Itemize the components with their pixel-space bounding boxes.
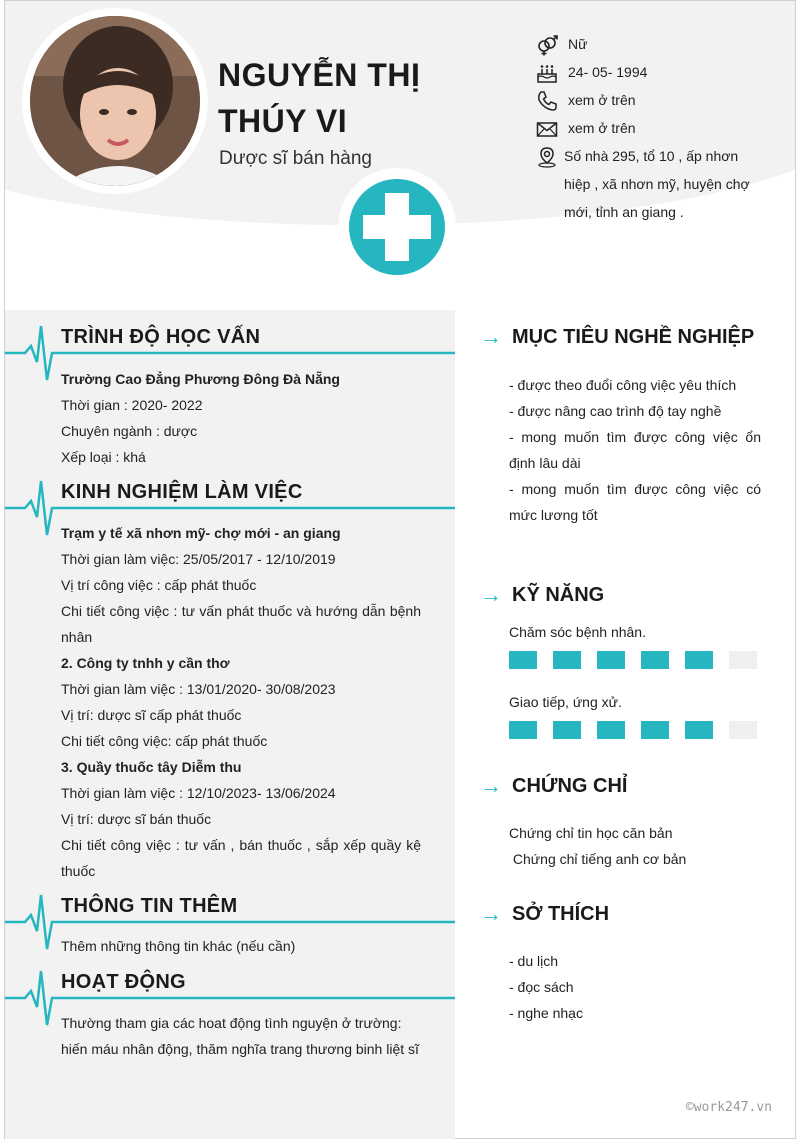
hobbies-title: SỞ THÍCH: [512, 902, 610, 925]
education-grade: Xếp loại : khá: [61, 449, 146, 465]
objective-title: MỤC TIÊU NGHỀ NGHIỆP: [512, 325, 755, 348]
medical-cross-badge: [338, 168, 456, 286]
birthday-value: 24- 05- 1994: [568, 64, 648, 80]
arrow-right-icon: →: [480, 324, 502, 349]
skill-level-cell: [729, 651, 757, 669]
job-title: Dược sĩ bán hàng: [219, 148, 372, 169]
contact-address: [536, 146, 764, 226]
medical-cross-icon: [349, 179, 445, 275]
skill-rating: [509, 721, 773, 739]
job-time: Thời gian làm việc: 25/05/2017 - 12/10/2019: [61, 551, 336, 567]
job-detail: Chi tiết công việc: cấp phát thuốc: [61, 733, 268, 749]
contact-gender: [536, 34, 587, 58]
email-value: xem ở trên: [568, 120, 636, 136]
skill-level-cell: [597, 721, 625, 739]
objective-header: [480, 324, 754, 350]
job-time: Thời gian làm việc : 13/01/2020- 30/08/2023: [61, 681, 336, 697]
skill-rating: [509, 651, 773, 669]
activities-text: Thường tham gia các hoat động tình nguyện ở trường: hiến máu nhân động, thăm nghĩa trang thương binh liệt sĩ: [61, 1015, 419, 1057]
skills-header: [480, 582, 604, 608]
watermark: ©work247.vn: [685, 1100, 772, 1115]
phone-icon: [536, 90, 558, 112]
objective-item: - được nâng cao trình độ tay nghề: [509, 403, 722, 419]
contact-birthday: [536, 62, 647, 86]
objective-item: - mong muốn tìm được công việc có mức lương tốt: [509, 481, 761, 523]
gender-value: Nữ: [568, 36, 588, 52]
hobby-item: - du lịch: [509, 953, 559, 969]
hobby-item: - nghe nhạc: [509, 1005, 583, 1021]
job-time: Thời gian làm việc : 12/10/2023- 13/06/2024: [61, 785, 336, 801]
skill-level-cell: [685, 651, 713, 669]
activities-title: HOẠT ĐỘNG: [61, 971, 186, 993]
objective-item: - mong muốn tìm được công việc ổn định lâu dài: [509, 429, 761, 471]
location-icon: [536, 146, 558, 168]
education-time: Thời gian : 2020- 2022: [61, 397, 203, 413]
skill-level-cell: [553, 721, 581, 739]
certificate-item: Chứng chỉ tin học căn bản: [509, 825, 673, 841]
hobby-item: - đọc sách: [509, 979, 574, 995]
skill-level-cell: [597, 651, 625, 669]
avatar-frame: [22, 8, 208, 194]
objective-item: - được theo đuổi công việc yêu thích: [509, 377, 737, 393]
skill-level-cell: [553, 651, 581, 669]
skill-level-cell: [641, 651, 669, 669]
skill-level-cell: [685, 721, 713, 739]
skill-name: Chăm sóc bệnh nhân.: [509, 624, 646, 640]
skill-level-cell: [729, 721, 757, 739]
job-position: Vị trí: dược sĩ cấp phát thuốc: [61, 707, 242, 723]
extra-info-text: Thêm những thông tin khác (nếu cần): [61, 938, 296, 954]
certificates-title: CHỨNG CHỈ: [512, 774, 628, 797]
gender-icon: [536, 34, 558, 56]
mail-icon: [536, 118, 558, 140]
extra-info-title: THÔNG TIN THÊM: [61, 895, 238, 917]
job-detail: Chi tiết công việc : tư vấn , bán thuốc , sắp xếp quầy kệ thuốc: [61, 837, 421, 879]
phone-value: xem ở trên: [568, 92, 636, 108]
education-title: TRÌNH ĐỘ HỌC VẤN: [61, 326, 261, 348]
candidate-name: NGUYỄN THỊ THÚY VI: [218, 57, 421, 139]
experience-title: KINH NGHIỆM LÀM VIỆC: [61, 481, 303, 503]
job-company: 2. Công ty tnhh y cần thơ: [61, 655, 230, 671]
cake-icon: [536, 62, 558, 84]
job-position: Vị trí: dược sĩ bán thuốc: [61, 811, 212, 827]
arrow-right-icon: →: [480, 773, 502, 798]
certificates-header: [480, 773, 627, 799]
contact-phone: [536, 90, 636, 114]
avatar: [30, 16, 200, 186]
skill-name: Giao tiếp, ứng xử.: [509, 694, 622, 710]
arrow-right-icon: →: [480, 582, 502, 607]
education-major: Chuyên ngành : dược: [61, 423, 198, 439]
skill-level-cell: [509, 651, 537, 669]
job-detail: Chi tiết công việc : tư vấn phát thuốc và hướng dẫn bệnh nhân: [61, 603, 421, 645]
skill-level-cell: [509, 721, 537, 739]
skill-level-cell: [641, 721, 669, 739]
certificate-item: Chứng chỉ tiếng anh cơ bản: [509, 851, 687, 867]
job-company: 3. Quầy thuốc tây Diễm thu: [61, 759, 242, 775]
contact-email: [536, 118, 636, 142]
job-company: Trạm y tế xã nhơn mỹ- chợ mới - an giang: [61, 525, 341, 541]
skills-title: KỸ NĂNG: [512, 583, 605, 606]
job-position: Vị trí công việc : cấp phát thuốc: [61, 577, 257, 593]
arrow-right-icon: →: [480, 901, 502, 926]
hobbies-header: [480, 901, 609, 927]
address-value: Số nhà 295, tổ 10 , ấp nhơn hiệp , xã nhơn mỹ, huyện chợ mới, tỉnh an giang .: [564, 148, 750, 220]
education-school: Trường Cao Đẳng Phương Đông Đà Nẵng: [61, 371, 340, 387]
